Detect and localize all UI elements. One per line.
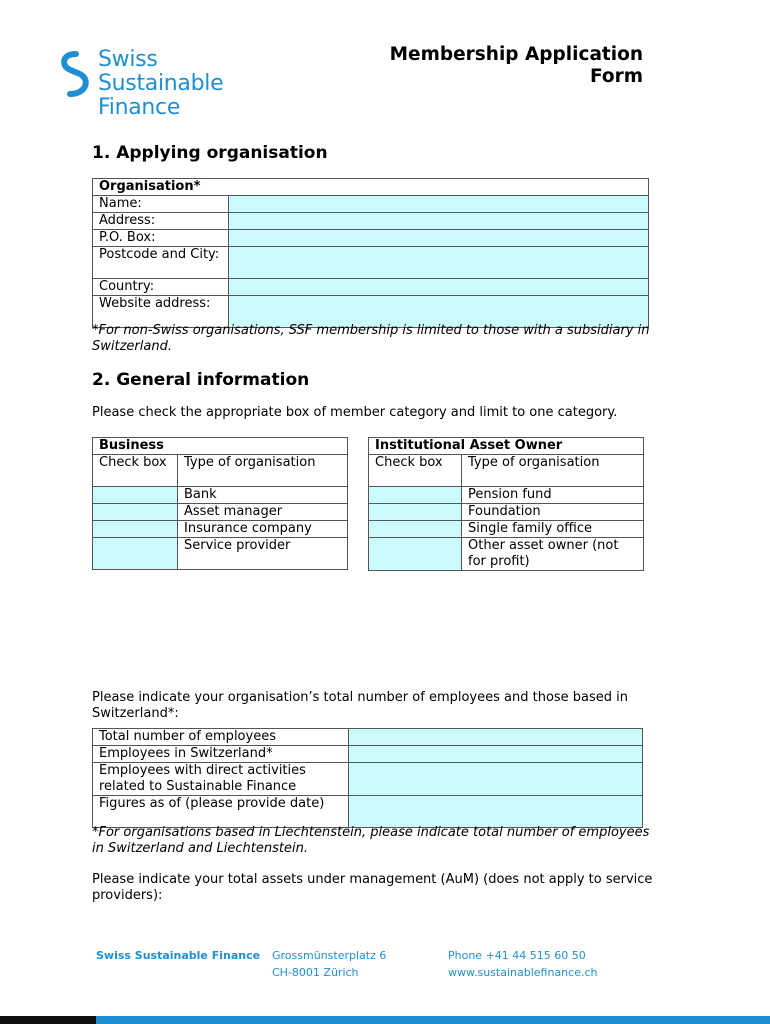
section-1-heading: 1. Applying organisation [92, 143, 328, 163]
business-type-bank: Bank [178, 487, 348, 504]
logo-mark-icon [58, 50, 92, 98]
institutional-checkbox-other[interactable] [369, 538, 462, 571]
figures-date-field[interactable] [349, 796, 643, 828]
logo-line-2: Sustainable [98, 71, 224, 96]
business-checkbox-asset-manager[interactable] [93, 504, 178, 521]
institutional-table-header: Institutional Asset Owner [369, 438, 644, 455]
institutional-check-col-header: Check box [369, 455, 462, 487]
row-label-website: Website address: [93, 296, 229, 328]
business-type-col-header: Type of organisation [178, 455, 348, 487]
name-field[interactable] [229, 196, 649, 213]
institutional-type-family-office: Single family office [462, 521, 644, 538]
document-title [390, 44, 643, 88]
postcode-city-field[interactable] [229, 247, 649, 279]
employees-label-sustainable-finance: Employees with direct activities related to Sustainable Finance [93, 763, 349, 796]
business-type-service-provider: Service provider [178, 538, 348, 570]
title-line-1: Membership Application [389, 44, 643, 65]
po-box-field[interactable] [229, 230, 649, 247]
logo-line-3: Finance [98, 95, 181, 120]
bottom-bar-dark [0, 1016, 96, 1024]
business-check-col-header: Check box [93, 455, 178, 487]
business-table-header: Business [93, 438, 348, 455]
employees-label-total: Total number of employees [93, 729, 349, 746]
row-label-country: Country: [93, 279, 229, 296]
employees-label-figures-date: Figures as of (please provide date) [93, 796, 349, 828]
business-checkbox-bank[interactable] [93, 487, 178, 504]
institutional-table [368, 437, 644, 571]
footer-org-name: Swiss Sustainable Finance [96, 949, 261, 962]
institutional-type-col-header: Type of organisation [462, 455, 644, 487]
row-label-po-box: P.O. Box: [93, 230, 229, 247]
employees-instruction: Please indicate your organisation’s total number of employees and those based in Switzerland*: [92, 690, 629, 721]
employees-total-field[interactable] [349, 729, 643, 746]
section-2-heading: 2. General information [92, 370, 310, 390]
business-checkbox-service-provider[interactable] [93, 538, 178, 570]
bottom-bar-blue [96, 1016, 770, 1024]
title-line-2: Form [590, 66, 643, 87]
aum-instruction: Please indicate your total assets under management (AuM) (does not apply to service providers): [92, 872, 653, 903]
institutional-checkbox-foundation[interactable] [369, 504, 462, 521]
address-field[interactable] [229, 213, 649, 230]
institutional-type-pension-fund: Pension fund [462, 487, 644, 504]
institutional-checkbox-pension-fund[interactable] [369, 487, 462, 504]
logo-line-1: Swiss [98, 47, 158, 72]
row-label-postcode-city: Postcode and City: [93, 247, 229, 279]
footer-website-link[interactable]: www.sustainablefinance.ch [448, 966, 598, 979]
logo-text [98, 48, 223, 120]
row-label-address: Address: [93, 213, 229, 230]
institutional-type-foundation: Foundation [462, 504, 644, 521]
institutional-checkbox-family-office[interactable] [369, 521, 462, 538]
employees-sustainable-finance-field[interactable] [349, 763, 643, 796]
organisation-note: *For non-Swiss organisations, SSF membership is limited to those with a subsidiary in Switzerland. [92, 323, 650, 354]
employees-switzerland-field[interactable] [349, 746, 643, 763]
country-field[interactable] [229, 279, 649, 296]
business-type-insurance: Insurance company [178, 521, 348, 538]
organisation-table-header: Organisation* [93, 179, 649, 196]
employees-label-switzerland: Employees in Switzerland* [93, 746, 349, 763]
footer-phone: Phone +41 44 515 60 50 [448, 949, 586, 962]
business-table [92, 437, 348, 570]
organisation-table [92, 178, 649, 328]
footer-street: Grossmünsterplatz 6 [272, 949, 387, 962]
business-type-asset-manager: Asset manager [178, 504, 348, 521]
institutional-type-other: Other asset owner (not for profit) [462, 538, 644, 571]
employees-note: *For organisations based in Liechtenstein, please indicate total number of employees in Switzerland and Liechtenstein. [92, 825, 650, 856]
business-checkbox-insurance[interactable] [93, 521, 178, 538]
employees-table [92, 728, 643, 828]
footer-city: CH-8001 Zürich [272, 966, 359, 979]
row-label-name: Name: [93, 196, 229, 213]
category-instruction: Please check the appropriate box of member category and limit to one category. [92, 405, 618, 420]
